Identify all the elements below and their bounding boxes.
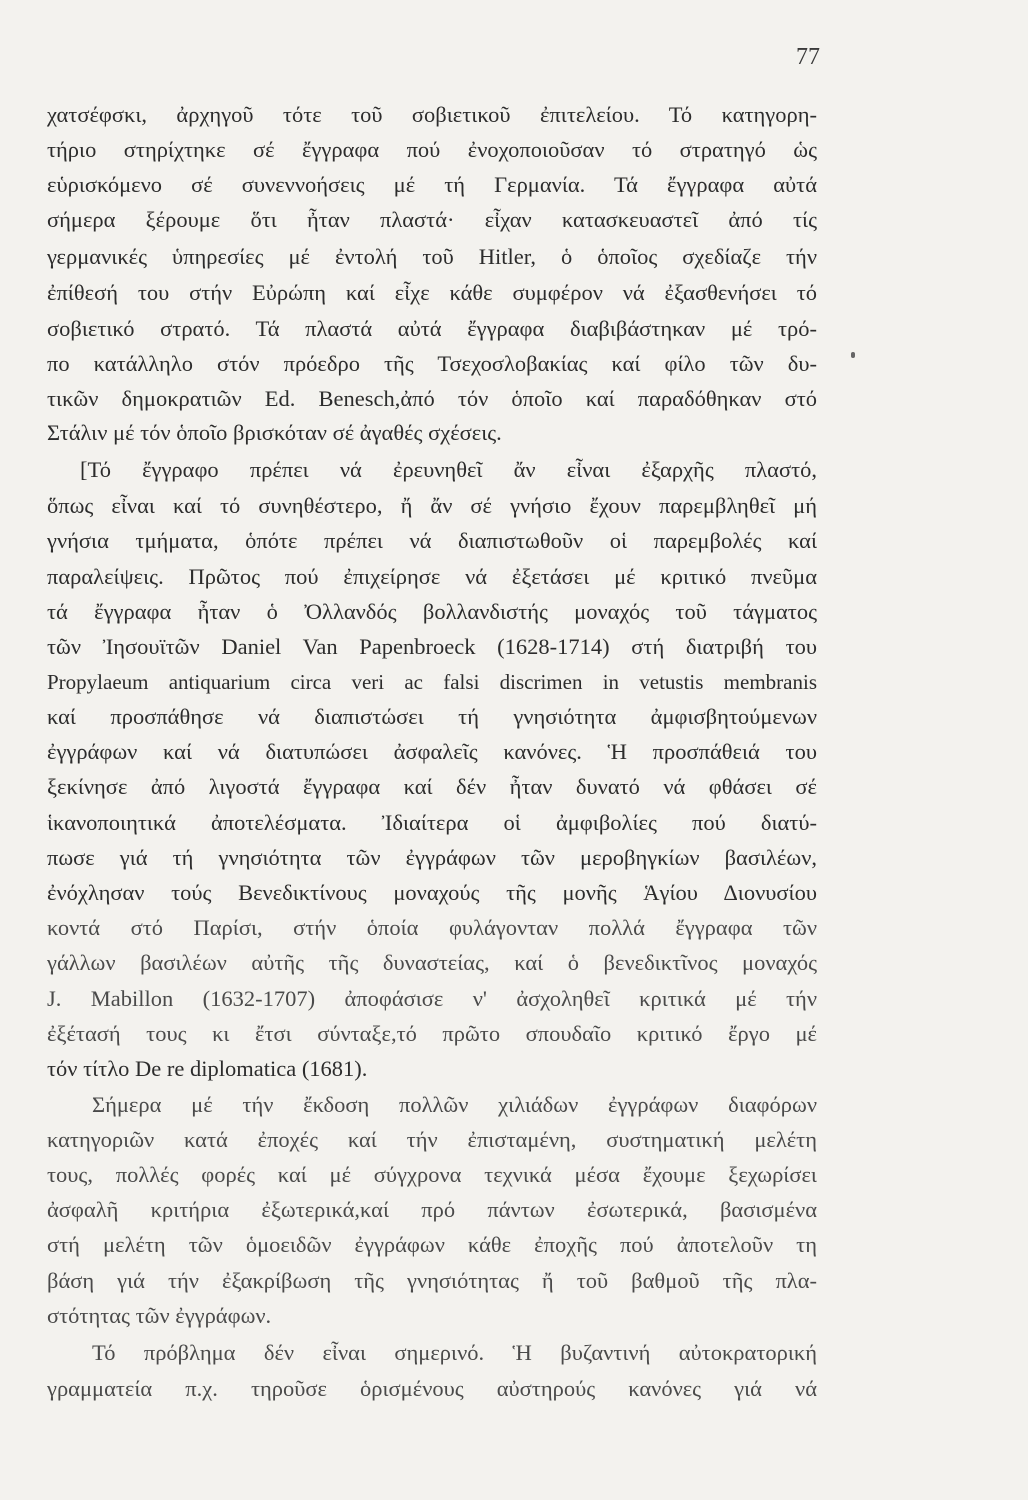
paragraph-start-line: Τό πρόβλημα δέν εἶναι σημερινό. Ἡ βυζαντινή αὐτοκρατορική <box>92 1340 817 1365</box>
text-line: ὅπως εἶναι καί τό συνηθέστερο, ἤ ἄν σέ γνήσιο ἔχουν παρεμβληθεῖ μή <box>47 493 817 518</box>
print-speck <box>851 352 855 358</box>
text-line: πωσε γιά τή γνησιότητα τῶν ἐγγράφων τῶν μεροβηγκίων βασιλέων, <box>47 845 817 870</box>
text-line: κατηγοριῶν κατά ἐποχές καί τήν ἐπισταμένη, συστηματική μελέτη <box>47 1127 817 1152</box>
text-line: σοβιετικό στρατό. Τά πλαστά αὐτά ἔγγραφα διαβιβάστηκαν μέ τρό- <box>47 316 817 341</box>
text-line: ἐξέτασή τους κι ἔτσι σύνταξε,τό πρῶτο σπουδαῖο κριτικό ἔργο μέ <box>47 1021 817 1046</box>
text-line: J. Mabillon (1632-1707) ἀποφάσισε ν' ἀσχοληθεῖ κριτικά μέ τήν <box>47 986 817 1011</box>
text-line: χατσέφσκι, ἀρχηγοῦ τότε τοῦ σοβιετικοῦ ἐπιτελείου. Τό κατηγορη- <box>47 102 817 127</box>
text-line: γερμανικές ὑπηρεσίες μέ ἐντολή τοῦ Hitler, ὁ ὁποῖος σχεδίαζε τήν <box>47 244 817 269</box>
text-line: τικῶν δημοκρατιῶν Ed. Benesch,ἀπό τόν ὁποῖο καί παραδόθηκαν στό <box>47 386 817 411</box>
text-line: σήμερα ξέρουμε ὅτι ἦταν πλαστά· εἶχαν κατασκευαστεῖ ἀπό τίς <box>47 207 817 232</box>
text-line: γνήσια τμήματα, ὁπότε πρέπει νά διαπιστωθοῦν οἱ παρεμβολές καί <box>47 528 817 553</box>
text-line: γάλλων βασιλέων αὐτῆς τῆς δυναστείας, καί ὁ βενεδικτῖνος μοναχός <box>47 950 817 975</box>
text-line: τόν τίτλο De re diplomatica (1681). <box>47 1056 368 1081</box>
text-line: πο κατάλληλο στόν πρόεδρο τῆς Τσεχοσλοβακίας καί φίλο τῶν δυ- <box>47 351 817 376</box>
text-line: ἐγγράφων καί νά διατυπώσει ἀσφαλεῖς κανόνες. Ἡ προσπάθειά του <box>47 739 817 764</box>
text-line: στότητας τῶν ἐγγράφων. <box>47 1303 272 1328</box>
text-line: ἱκανοποιητικά ἀποτελέσματα. Ἰδιαίτερα οἱ ἀμφιβολίες πού διατύ- <box>47 810 817 835</box>
text-line: καί προσπάθησε νά διαπιστώσει τή γνησιότητα ἀμφισβητούμενων <box>47 704 817 729</box>
paragraph-start-line: [Τό ἔγγραφο πρέπει νά ἐρευνηθεῖ ἄν εἶναι ἐξαρχῆς πλαστό, <box>80 457 817 482</box>
text-line: τῶν Ἰησουϊτῶν Daniel Van Papenbroeck (1628-1714) στή διατριβή του <box>47 634 817 659</box>
page-number: 77 <box>796 44 820 70</box>
text-line: Στάλιν μέ τόν ὁποῖο βρισκόταν σέ ἀγαθές σχέσεις. <box>47 420 502 445</box>
text-line: παραλείψεις. Πρῶτος πού ἐπιχείρησε νά ἐξετάσει μέ κριτικό πνεῦμα <box>47 564 817 589</box>
text-line: τά ἔγγραφα ἦταν ὁ Ὀλλανδός βολλανδιστής μοναχός τοῦ τάγματος <box>47 599 817 624</box>
text-line: κοντά στό Παρίσι, στήν ὁποία φυλάγονταν πολλά ἔγγραφα τῶν <box>47 915 817 940</box>
text-line: Propylaeum antiquarium circa veri ac falsi discrimen in vetustis membranis <box>47 670 817 694</box>
text-line: γραμματεία π.χ. τηροῦσε ὁρισμένους αὐστηρούς κανόνες γιά νά <box>47 1376 817 1401</box>
text-line: τους, πολλές φορές καί μέ σύγχρονα τεχνικά μέσα ἔχουμε ξεχωρίσει <box>47 1162 817 1187</box>
paragraph-start-line: Σήμερα μέ τήν ἔκδοση πολλῶν χιλιάδων ἐγγράφων διαφόρων <box>92 1092 817 1117</box>
text-line: βάση γιά τήν ἐξακρίβωση τῆς γνησιότητας ἤ τοῦ βαθμοῦ τῆς πλα- <box>47 1268 817 1293</box>
text-line: ξεκίνησε ἀπό λιγοστά ἔγγραφα καί δέν ἦταν δυνατό νά φθάσει σέ <box>47 774 817 799</box>
text-line: τήριο στηρίχτηκε σέ ἔγγραφα πού ἐνοχοποιοῦσαν τό στρατηγό ὡς <box>47 137 817 162</box>
text-line: στή μελέτη τῶν ὁμοειδῶν ἐγγράφων κάθε ἐποχῆς πού ἀποτελοῦν τη <box>47 1232 817 1257</box>
text-line: ἐπίθεσή του στήν Εὐρώπη καί εἶχε κάθε συμφέρον νά ἐξασθενήσει τό <box>47 280 817 305</box>
text-line: ἐνόχλησαν τούς Βενεδικτίνους μοναχούς τῆς μονῆς Ἁγίου Διονυσίου <box>47 880 817 905</box>
text-line: εὑρισκόμενο σέ συνεννοήσεις μέ τή Γερμανία. Τά ἔγγραφα αὐτά <box>47 172 817 197</box>
text-line: ἀσφαλῆ κριτήρια ἐξωτερικά,καί πρό πάντων ἐσωτερικά, βασισμένα <box>47 1197 817 1222</box>
